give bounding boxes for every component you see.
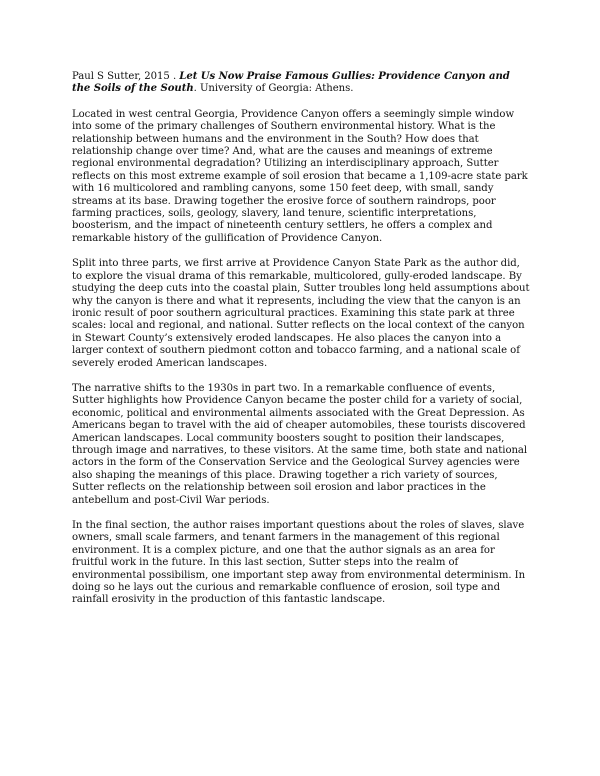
- document-body: [72, 71, 530, 620]
- paragraph-2: Split into three parts, we first arrive at Providence Canyon State Park as the author did, to explore the visual drama of this remarkable, multicolored, gully-eroded landscape. By studying the deep cuts into the coastal plain, Sutter troubles long held assumptions about why the canyon is there and what it represents, including the view that the canyon is an ironic result of poor southern agricultural practices. Examining this state park at three scales: local and regional, and national. Sutter reflects on the local context of the canyon in Stewart County’s extensively eroded landscapes. He also places the canyon into a larger context of southern piedmont cotton and tobacco farming, and a national scale of severely eroded American landscapes.: [72, 258, 530, 369]
- paragraph-4: In the final section, the author raises important questions about the roles of slaves, slave owners, small scale farmers, and tenant farmers in the management of this regional environment. It is a complex picture, and one that the author signals as an area for fruitful work in the future. In this last section, Sutter steps into the realm of environmental possibilism, one important step away from environmental determinism. In doing so he lays out the curious and remarkable confluence of erosion, soil type and rainfall erosivity in the production of this fantastic landscape.: [72, 520, 526, 606]
- paragraph-1: Located in west central Georgia, Providence Canyon offers a seemingly simple window into some of the primary challenges of Southern environmental history. What is the relationship between humans and the environment in the South? How does that relationship change over time? And, what are the causes and meanings of extreme regional environmental degradation? Utilizing an interdisciplinary approach, Sutter reflects on this most extreme example of soil erosion that became a 1,109-acre state park with 16 multicolored and rambling canyons, some 150 feet deep, with small, sandy streams at its base. Drawing together the erosive force of southern raindrops, poor farming practices, soils, geology, slavery, land tenure, scientific interpretations, boosterism, and the impact of nineteenth century settlers, he offers a complex and remarkable history of the gullification of Providence Canyon.: [72, 108, 528, 244]
- paragraph-3: The narrative shifts to the 1930s in part two. In a remarkable confluence of events, Sutter highlights how Providence Canyon became the poster child for a variety of social, economic, political and environmental ailments associated with the Great Depression. As Americans began to travel with the aid of cheaper automobiles, these tourists discovered American landscapes. Local community boosters sought to position their landscapes, through image and narratives, to these visitors. At the same time, both state and national actors in the form of the Conservation Service and the Geological Survey agencies were also shaping the meanings of this place. Drawing together a rich variety of sources, Sutter reflects on the relationship between soil erosion and labor practices in the antebellum and post-Civil War periods.: [72, 382, 528, 506]
- citation-title: Let Us Now Praise Famous Gullies: Providence Canyon and the Soils of the South: [72, 71, 510, 95]
- citation-publisher: . University of Georgia: Athens.: [193, 83, 354, 95]
- citation: [72, 71, 530, 96]
- citation-author-year: Paul S Sutter, 2015 .: [72, 71, 177, 82]
